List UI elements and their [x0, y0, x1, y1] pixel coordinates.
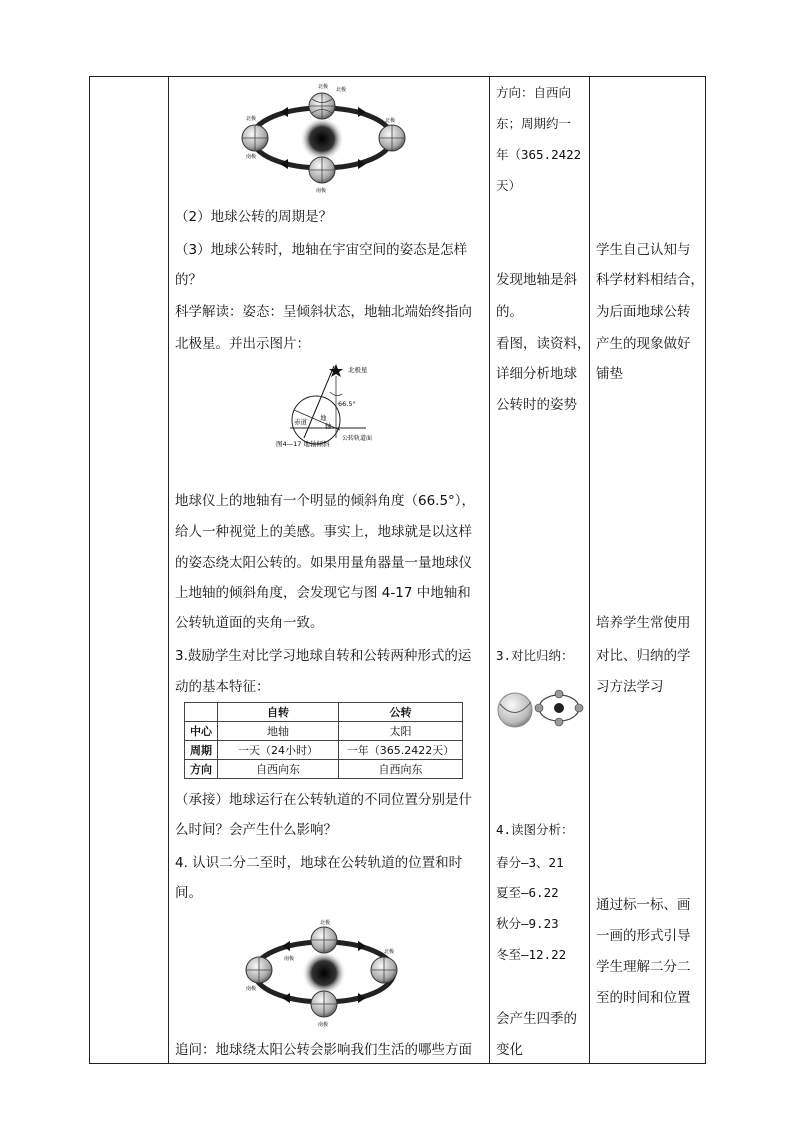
item-4-line: 间。	[175, 885, 202, 901]
student-direction-line: 东；周期约一	[496, 116, 572, 131]
figure-caption: 图4—17 地轴倾斜	[276, 440, 330, 448]
season-change-line: 会产生四季的	[496, 1011, 577, 1027]
globe-icon	[498, 693, 532, 727]
column-divider	[489, 77, 490, 1063]
table-cell: 自转	[218, 703, 339, 722]
follow-up-question: 追问：地球绕太阳公转会影响我们生活的哪些方面	[175, 1042, 472, 1058]
design-intent-line: 培养学生常使用	[596, 615, 691, 631]
student-direction-line: 年（365.2422	[496, 147, 582, 162]
globe-icon	[379, 125, 405, 151]
table-cell: 地轴	[218, 722, 339, 741]
student-direction-line: 天）	[496, 178, 522, 193]
table-row	[185, 741, 463, 760]
design-intent-line: 学生自己认知与	[596, 242, 691, 258]
globe-icon	[311, 927, 337, 953]
axis-label: 地	[320, 414, 327, 422]
earth-orbit-diagram-bottom	[238, 918, 410, 1030]
column-divider	[168, 77, 169, 1063]
design-intent-line: 对比、归纳的学	[596, 648, 691, 664]
north-pole-label: 北极	[384, 949, 395, 955]
globe-icon	[311, 991, 337, 1017]
design-intent-line: 学生理解二分二	[596, 959, 691, 975]
paragraph-line: 给人一种视觉上的美感。事实上，地球就是以这样	[175, 524, 472, 540]
table-cell: 一天（24小时）	[218, 741, 339, 760]
globe-icon	[309, 93, 335, 119]
science-note-line: 科学解读：姿态：呈倾斜状态，地轴北端始终指向	[175, 304, 472, 320]
table-cell: 公转	[339, 703, 463, 722]
question-3-line: （3）地球公转时，地轴在宇宙空间的姿态是怎样	[175, 242, 468, 258]
paragraph-line: 的姿态绕太阳公转的。如果用量角器量一量地球仪	[175, 555, 472, 571]
table-cell: 方向	[185, 760, 218, 779]
globe-icon	[555, 718, 563, 726]
north-pole-label: 北极	[336, 87, 347, 93]
table-row	[185, 760, 463, 779]
rotation-revolution-thumbnail	[495, 674, 585, 744]
design-intent-line: 一画的形式引导	[596, 928, 691, 944]
solar-term-date: 夏至—6.22	[496, 885, 559, 900]
earth-orbit-diagram-top	[236, 82, 408, 194]
globe-icon	[575, 704, 583, 712]
science-note-line: 北极星。并出示图片：	[175, 336, 310, 352]
design-intent-line: 产生的现象做好	[596, 336, 691, 352]
design-intent-line: 至的时间和位置	[596, 990, 691, 1006]
item-3-line: 动的基本特征：	[175, 679, 270, 695]
globe-icon	[555, 690, 563, 698]
column-divider	[589, 77, 590, 1063]
student-direction-line: 方向：自西向	[496, 85, 572, 100]
table-cell: 一年（365.2422天）	[339, 741, 463, 760]
question-3-line: 的？	[175, 272, 202, 288]
design-intent-line: 铺垫	[596, 366, 623, 382]
sun-icon	[302, 951, 346, 995]
south-pole-label: 南极	[246, 154, 257, 160]
item-4-line: 4. 认识二分二至时，地球在公转轨道的位置和时	[175, 855, 463, 871]
rotation-revolution-table	[184, 702, 463, 779]
item-3-line: 3.鼓励学生对比学习地球自转和公转两种形式的运	[175, 648, 472, 664]
paragraph-line: 公转轨道面的夹角一致。	[175, 615, 324, 631]
table-cell: 周期	[185, 741, 218, 760]
angle-label: 66.5°	[338, 400, 356, 408]
continuation-line: （承接）地球运行在公转轨道的不同位置分别是什	[175, 792, 472, 808]
compare-summary-label: 3.对比归纳：	[496, 648, 574, 663]
student-reading-line: 看图，读资料，	[496, 336, 591, 352]
globe-icon	[246, 957, 272, 983]
student-reading-line: 公转时的姿势	[496, 397, 577, 413]
north-star-icon	[329, 364, 343, 377]
design-intent-line: 为后面地球公转	[596, 304, 691, 320]
north-star-label: 北极星	[348, 366, 368, 374]
paragraph-line: 地球仪上的地轴有一个明显的倾斜角度（66.5°），	[175, 493, 476, 509]
student-reading-line: 详细分析地球	[496, 366, 577, 382]
solar-term-date: 春分—3、21	[496, 855, 564, 870]
design-intent-line: 通过标一标、画	[596, 897, 691, 913]
paragraph-line: 上地轴的倾斜角度，会发现它与图 4-17 中地轴和	[175, 585, 471, 601]
table-header-row	[185, 703, 463, 722]
question-2: （2）地球公转的周期是？	[175, 209, 333, 225]
table-row	[185, 722, 463, 741]
design-intent-line: 习方法学习	[596, 679, 664, 695]
season-change-line: 变化	[496, 1042, 523, 1058]
table-cell	[185, 703, 218, 722]
globe-icon	[242, 125, 268, 151]
south-pole-label: 南极	[318, 1022, 329, 1028]
student-axis-line: 发现地轴是斜	[496, 272, 577, 288]
solar-term-date: 秋分—9.23	[496, 916, 559, 931]
continuation-line: 么时间？会产生什么影响？	[175, 822, 337, 838]
table-cell: 自西向东	[218, 760, 339, 779]
equator-label: 赤道	[294, 418, 307, 426]
north-pole-label: 北极	[320, 920, 331, 926]
north-pole-label: 北极	[246, 116, 257, 122]
globe-icon	[371, 957, 397, 983]
south-pole-label: 南极	[316, 188, 327, 194]
design-intent-line: 科学材料相结合，	[596, 272, 704, 288]
south-pole-label: 南极	[246, 986, 257, 992]
north-pole-label: 北极	[385, 118, 396, 124]
map-analysis-label: 4.读图分析：	[496, 822, 574, 837]
solar-term-date: 冬至—12.22	[496, 947, 567, 962]
sun-icon	[554, 703, 564, 713]
north-pole-label: 北极	[318, 84, 329, 90]
table-cell: 太阳	[339, 722, 463, 741]
orbit-plane-label: 公转轨道面	[342, 435, 373, 442]
globe-icon	[535, 704, 543, 712]
table-cell: 自西向东	[339, 760, 463, 779]
student-axis-line: 的。	[496, 304, 523, 320]
globe-icon	[309, 157, 335, 183]
table-cell: 中心	[185, 722, 218, 741]
sun-icon	[300, 117, 344, 161]
axis-label: 轴	[325, 422, 332, 430]
south-pole-label: 南极	[284, 956, 295, 962]
axis-tilt-diagram	[270, 358, 430, 448]
